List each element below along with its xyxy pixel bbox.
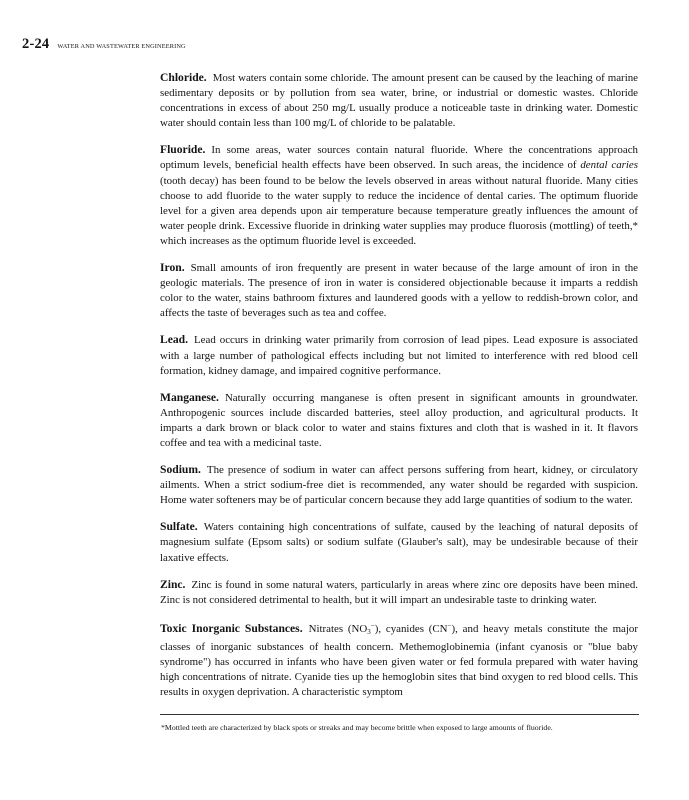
running-title: WATER AND WASTEWATER ENGINEERING (57, 43, 186, 50)
text-toxic-2: ), cyanides (CN (374, 622, 448, 635)
paragraph-manganese (160, 390, 638, 451)
heading-lead: Lead. (160, 333, 189, 347)
heading-zinc: Zinc. (160, 577, 186, 591)
text-sodium: The presence of sodium in water can affect persons suffering from heart, kidney, or circulatory ailments. When a strict sodium-free diet is recommended, any water should be regarded with suspicion. Home water softeners may be of particular concern because they add large quantities of sodium to the water. (160, 464, 638, 507)
heading-toxic-inorganic: Toxic Inorganic Substances. (160, 621, 303, 635)
paragraph-toxic-inorganic (160, 619, 638, 700)
text-chloride: Most waters contain some chloride. The amount present can be caused by the leaching of marine sedimentary deposits or by pollution from sea water, brine, or industrial or domestic wastes. Chloride concentrations in excess of about 250 mg/L usually produce a noticeable taste in drinking water. Domestic water should contain less than 100 mg/L of chloride to be palatable. (160, 72, 638, 130)
paragraph-fluoride (160, 142, 638, 249)
paragraph-sulfate (160, 519, 638, 565)
heading-manganese: Manganese. (160, 390, 219, 404)
text-fluoride-emphasis: dental caries (580, 159, 638, 172)
text-sulfate: Waters containing high concentrations of sulfate, caused by the leaching of natural deposits of magnesium sulfate (Epsom salts) or sodium sulfate (Glauber's salt), may be undesirable because of their laxative effects. (160, 521, 638, 564)
paragraph-zinc (160, 577, 638, 608)
text-toxic-3: ), and heavy metals constitute the major classes of inorganic substances of health concern. Methemoglobinemia (infant cyanosis or "blue baby syndrome") has occurred in infants who have been given water or fed formula prepared with water having high concentrations of nitrate. Cyanide ties up the hemoglobin sites that bind oxygen to red blood cells. This results in oxygen deprivation. A characteristic symptom (160, 622, 638, 699)
text-fluoride-1: In some areas, water sources contain natural fluoride. Where the concentrations approach optimum levels, beneficial health effects have been observed. In such areas, the incidence of (160, 144, 638, 172)
text-manganese: Naturally occurring manganese is often present in significant amounts in groundwater. Anthropogenic sources include discarded batteries, steel alloy production, and agricultural products. It imparts a dark brown or black color to water and stains fixtures and cloth that is washed in it. It flavors coffee and tea with a medicinal taste. (160, 391, 638, 449)
subscript-3: 3 (367, 627, 371, 636)
heading-fluoride: Fluoride. (160, 143, 206, 157)
text-zinc: Zinc is found in some natural waters, particularly in areas where zinc ore deposits have been mined. Zinc is not considered detrimental to health, but it will impart an undesirable taste to drinking water. (160, 578, 638, 606)
text-iron: Small amounts of iron frequently are present in water because of the large amount of iron in the geologic materials. The presence of iron in water is considered objectionable because it imparts a reddish color to the water, stains bathroom fixtures and laundered goods with a yellow to reddish-brown color, and affects the taste of beverages such as tea and coffee. (160, 262, 638, 320)
paragraph-sodium (160, 462, 638, 508)
paragraph-chloride (160, 70, 638, 131)
paragraph-iron (160, 260, 638, 321)
text-lead: Lead occurs in drinking water primarily from corrosion of lead pipes. Lead exposure is associated with a large number of pathological effects including but not limited to interference with red blood cell formation, kidney damage, and impaired cognitive performance. (160, 334, 638, 377)
paragraph-lead (160, 332, 638, 378)
superscript-minus-cn: − (447, 621, 452, 630)
heading-sodium: Sodium. (160, 463, 201, 477)
footnote-rule (160, 714, 639, 715)
heading-sulfate: Sulfate. (160, 520, 198, 534)
page-number: 2-24 (22, 36, 50, 52)
heading-iron: Iron. (160, 261, 185, 275)
footnote: *Mottled teeth are characterized by black spots or streaks and may become brittle when exposed to large amounts of fluoride. (161, 723, 553, 732)
text-fluoride-2: (tooth decay) has been found to be below the levels observed in areas without natural fluoride. Many cities choose to add fluoride to the water supply to reduce the incidence of dental caries. The optimum fluoride level for a given area depends upon air temperature because temperature greatly influences the amount of water people drink. Excessive fluoride in drinking water supplies may produce fluorosis (mottling) of teeth,* which increases as the optimum fluoride level is exceeded. (160, 174, 638, 247)
text-toxic-1: Nitrates (NO (308, 622, 368, 635)
page-body (160, 70, 638, 709)
superscript-minus: − (370, 621, 375, 630)
heading-chloride: Chloride. (160, 71, 207, 84)
page-header (22, 36, 186, 53)
